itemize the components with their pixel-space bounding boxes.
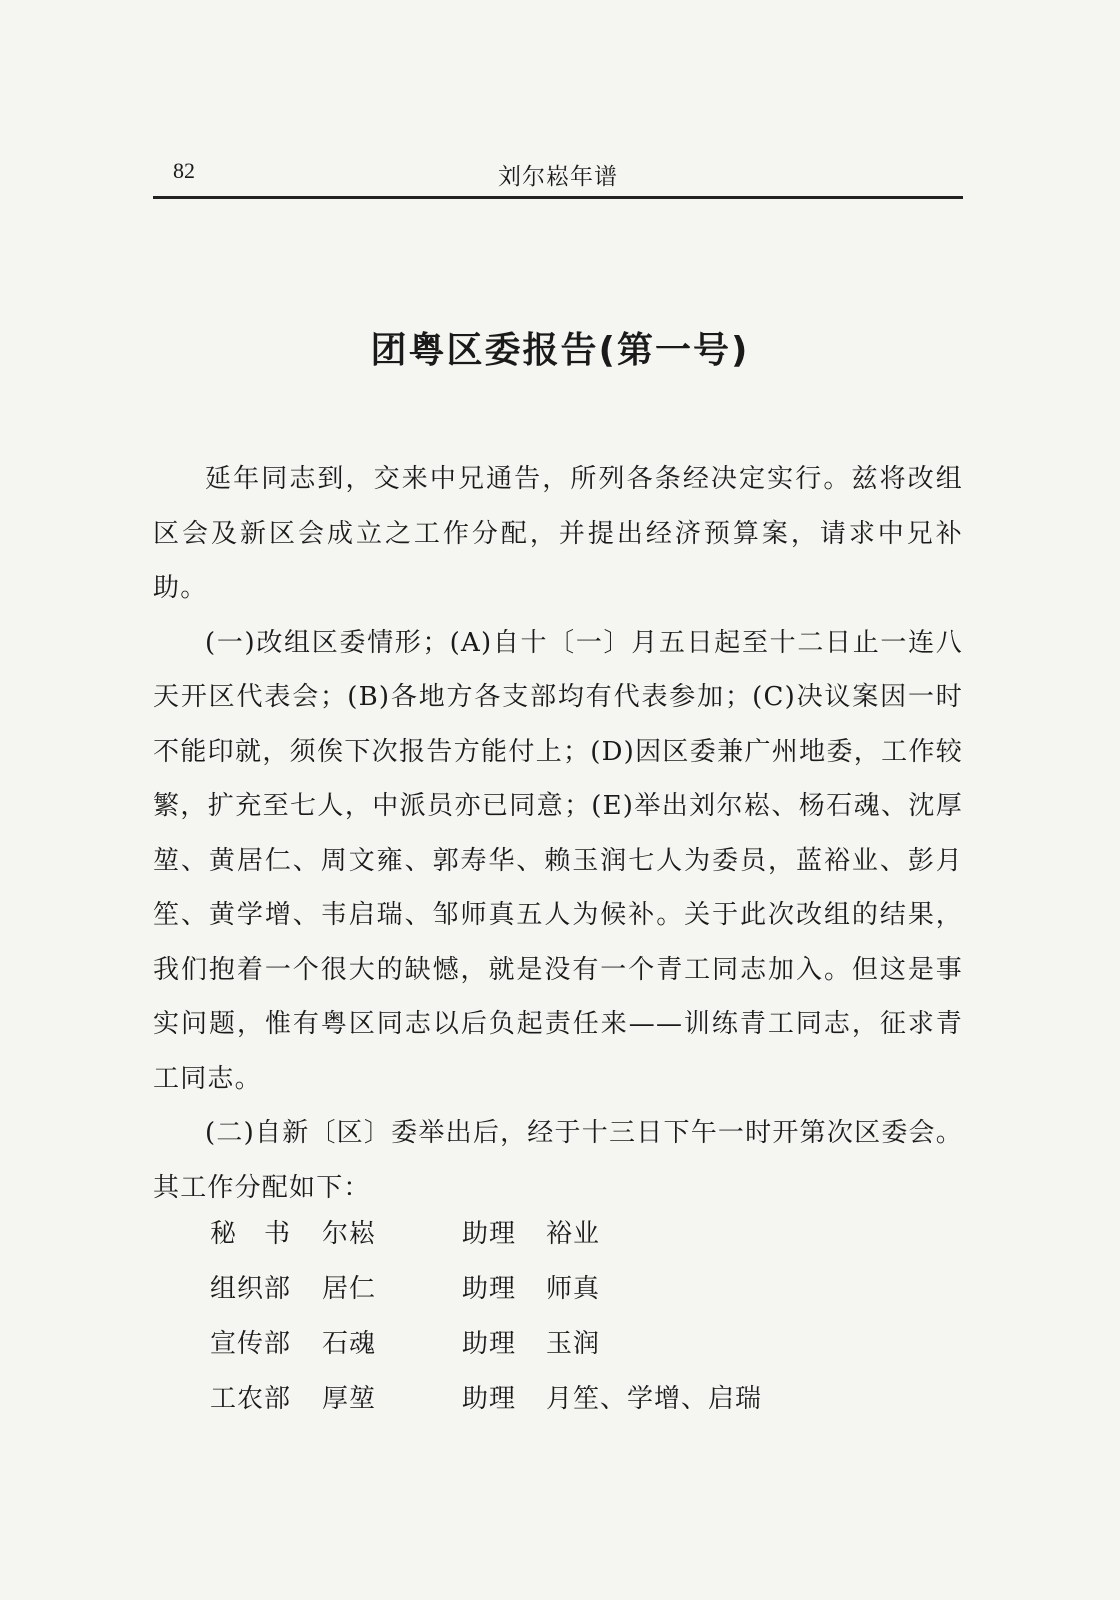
- role-label: 助理: [462, 1384, 517, 1414]
- paragraph-reorganization: (一)改组区委情形；(A)自十〔一〕月五日起至十二日止一连八天开区代表会；(B)各地方各支部均有代表参加；(C)决议案因一时不能印就，须俟下次报告方能付上；(D)因区委兼广州地委，工作较繁，扩充至七人，中派员亦已同意；(E)举出刘尔崧、杨石魂、沈厚堃、黄居仁、周文雍、郭寿华、赖玉润七人为委员，蓝裕业、彭月笙、黄学增、韦启瑞、邹师真五人为候补。关于此次改组的结果，我们抱着一个很大的缺憾，就是没有一个青工同志加入。但这是事实问题，惟有粤区同志以后负起责任来——训练青工同志，征求青工同志。: [153, 627, 963, 1094]
- assignment-row: [210, 1207, 950, 1262]
- page-header: [153, 152, 963, 199]
- paragraph-work-assignment: (二)自新〔区〕委举出后，经于十三日下午一时开第次区委会。其工作分配如下：: [153, 1118, 963, 1203]
- running-title: 刘尔崧年谱: [498, 164, 618, 190]
- member: 石魂: [322, 1329, 377, 1359]
- assistant: 月笙、学增、启瑞: [546, 1384, 763, 1414]
- department: 工农部: [210, 1384, 292, 1414]
- department: 组织部: [210, 1274, 292, 1304]
- assistant: 玉润: [546, 1329, 601, 1359]
- assistant: 裕业: [546, 1219, 601, 1249]
- role-label: 助理: [462, 1219, 517, 1249]
- role-label: 助理: [462, 1329, 517, 1359]
- assistant: 师真: [546, 1274, 601, 1304]
- page-number: 82: [173, 158, 195, 183]
- member: 居仁: [322, 1274, 377, 1304]
- role-label: 助理: [462, 1274, 517, 1304]
- paragraph-intro: 延年同志到，交来中兄通告，所列各条经决定实行。兹将改组区会及新区会成立之工作分配，并提出经济预算案，请求中兄补助。: [153, 464, 963, 603]
- assignment-row: [210, 1317, 950, 1372]
- document-title: 团粤区委报告(第一号): [370, 330, 750, 371]
- assignment-row: [210, 1262, 950, 1317]
- member: 尔崧: [322, 1219, 377, 1249]
- assignment-row: [210, 1372, 950, 1427]
- department: 宣传部: [210, 1329, 292, 1359]
- report-body: [153, 452, 963, 1215]
- department: 秘 书: [210, 1219, 292, 1249]
- member: 厚堃: [322, 1384, 377, 1414]
- assignment-list: [210, 1207, 950, 1427]
